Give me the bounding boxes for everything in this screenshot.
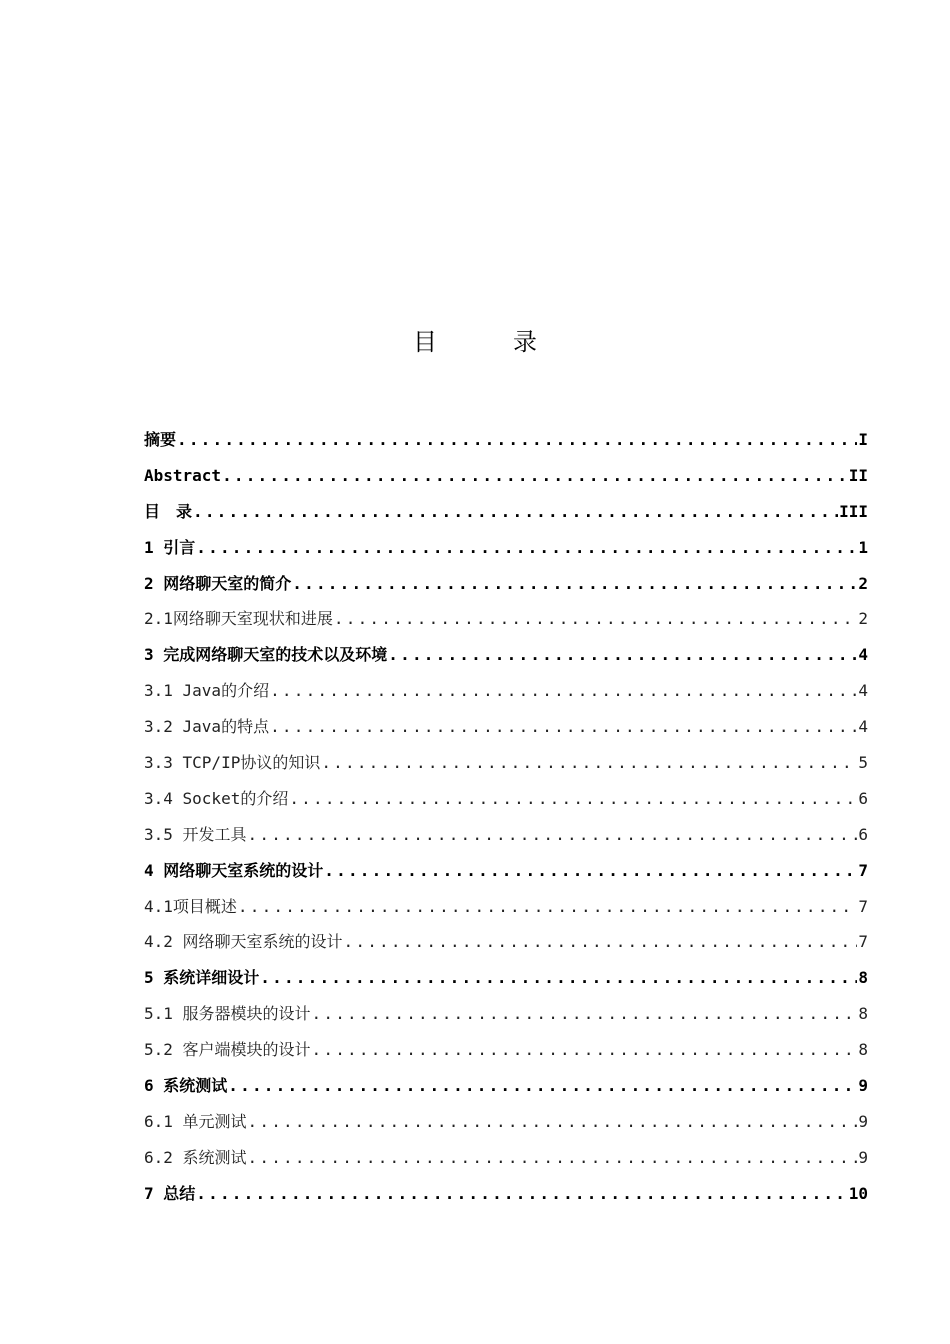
toc-dot-leader <box>388 637 857 673</box>
toc-entry-label: 3.3 TCP/IP协议的知识 <box>144 753 321 773</box>
toc-dot-leader <box>228 1068 857 1104</box>
page-title: 目 录 <box>413 328 563 356</box>
toc-entry-label: Abstract <box>144 465 222 485</box>
toc-entry-page-number: 8 <box>858 968 868 988</box>
toc-entry[interactable] <box>144 817 868 853</box>
toc-dot-leader <box>292 566 857 602</box>
toc-dot-leader <box>248 1104 858 1140</box>
toc-dot-leader <box>321 745 857 781</box>
toc-entry[interactable] <box>144 1176 868 1212</box>
toc-entry-label: 1 引言 <box>144 537 196 557</box>
toc-entry[interactable] <box>144 422 868 458</box>
toc-entry[interactable] <box>144 530 868 566</box>
toc-entry-page-number: I <box>858 430 868 449</box>
toc-dot-leader <box>334 601 857 637</box>
toc-entry-page-number: 10 <box>848 1183 868 1203</box>
toc-entry[interactable] <box>144 889 868 925</box>
toc-dot-leader <box>312 1032 858 1068</box>
toc-entry-label: 3.1 Java的介绍 <box>144 681 270 701</box>
toc-entry-label: 目 录 <box>144 501 193 521</box>
toc-entry[interactable] <box>144 1032 868 1068</box>
toc-dot-leader <box>312 996 858 1032</box>
toc-dot-leader <box>270 709 857 745</box>
toc-entry-label: 3.4 Socket的介绍 <box>144 788 289 808</box>
toc-dot-leader <box>196 1176 847 1212</box>
toc-dot-leader <box>260 960 857 996</box>
toc-entry[interactable] <box>144 745 868 781</box>
table-of-contents <box>144 422 868 1212</box>
toc-dot-leader <box>196 530 857 566</box>
toc-dot-leader <box>248 1140 858 1176</box>
toc-entry-page-number: 4 <box>858 681 868 701</box>
toc-entry[interactable] <box>144 637 868 673</box>
toc-dot-leader <box>324 853 857 889</box>
toc-entry-label: 4.1项目概述 <box>144 896 237 916</box>
toc-dot-leader <box>177 422 857 458</box>
toc-entry-label: 3.2 Java的特点 <box>144 717 270 737</box>
toc-dot-leader <box>248 817 858 853</box>
toc-entry[interactable] <box>144 709 868 745</box>
toc-entry[interactable] <box>144 960 868 996</box>
toc-entry-label: 5 系统详细设计 <box>144 968 260 988</box>
toc-entry-label: 5.2 客户端模块的设计 <box>144 1040 311 1060</box>
toc-entry-page-number: 8 <box>858 1040 868 1060</box>
toc-entry-page-number: 4 <box>858 717 868 737</box>
toc-entry-label: 5.1 服务器模块的设计 <box>144 1004 311 1024</box>
toc-entry-label: 4.2 网络聊天室系统的设计 <box>144 932 343 952</box>
toc-entry-page-number: 9 <box>858 1147 868 1167</box>
toc-entry-label: 2.1网络聊天室现状和进展 <box>144 609 333 629</box>
toc-dot-leader <box>193 494 838 530</box>
toc-entry[interactable] <box>144 673 868 709</box>
toc-entry-page-number: 7 <box>858 860 868 880</box>
toc-entry[interactable] <box>144 601 868 637</box>
toc-entry-page-number: 2 <box>858 609 868 629</box>
toc-entry-label: 摘要 <box>144 430 177 449</box>
toc-entry-page-number: 6 <box>858 824 868 844</box>
toc-dot-leader <box>289 781 857 817</box>
toc-dot-leader <box>238 889 857 925</box>
toc-entry[interactable] <box>144 494 868 530</box>
toc-entry-page-number: 9 <box>858 1111 868 1131</box>
toc-entry-label: 6.1 单元测试 <box>144 1111 247 1131</box>
toc-entry-label: 6.2 系统测试 <box>144 1147 247 1167</box>
toc-entry-page-number: 1 <box>858 537 868 557</box>
toc-dot-leader <box>344 924 858 960</box>
toc-entry-page-number: 8 <box>858 1004 868 1024</box>
toc-entry-page-number: 2 <box>858 573 868 593</box>
toc-entry[interactable] <box>144 1068 868 1104</box>
toc-entry[interactable] <box>144 458 868 494</box>
toc-entry-page-number: 4 <box>858 645 868 665</box>
toc-entry[interactable] <box>144 566 868 602</box>
toc-entry-page-number: III <box>839 501 868 521</box>
toc-entry-label: 4 网络聊天室系统的设计 <box>144 860 324 880</box>
toc-entry[interactable] <box>144 996 868 1032</box>
toc-entry-label: 7 总结 <box>144 1183 196 1203</box>
toc-dot-leader <box>270 673 857 709</box>
toc-dot-leader <box>222 458 848 494</box>
toc-entry-page-number: 5 <box>858 753 868 773</box>
toc-entry[interactable] <box>144 853 868 889</box>
toc-entry-label: 3.5 开发工具 <box>144 824 247 844</box>
toc-entry[interactable] <box>144 1140 868 1176</box>
toc-entry-page-number: 7 <box>858 932 868 952</box>
toc-entry-page-number: 9 <box>858 1076 868 1096</box>
toc-entry-label: 6 系统测试 <box>144 1076 228 1096</box>
toc-entry-page-number: II <box>848 465 868 485</box>
toc-entry-page-number: 7 <box>858 896 868 916</box>
toc-entry[interactable] <box>144 924 868 960</box>
toc-entry-page-number: 6 <box>858 788 868 808</box>
toc-entry[interactable] <box>144 781 868 817</box>
toc-entry[interactable] <box>144 1104 868 1140</box>
toc-entry-label: 2 网络聊天室的简介 <box>144 573 292 593</box>
toc-entry-label: 3 完成网络聊天室的技术以及环境 <box>144 645 388 665</box>
